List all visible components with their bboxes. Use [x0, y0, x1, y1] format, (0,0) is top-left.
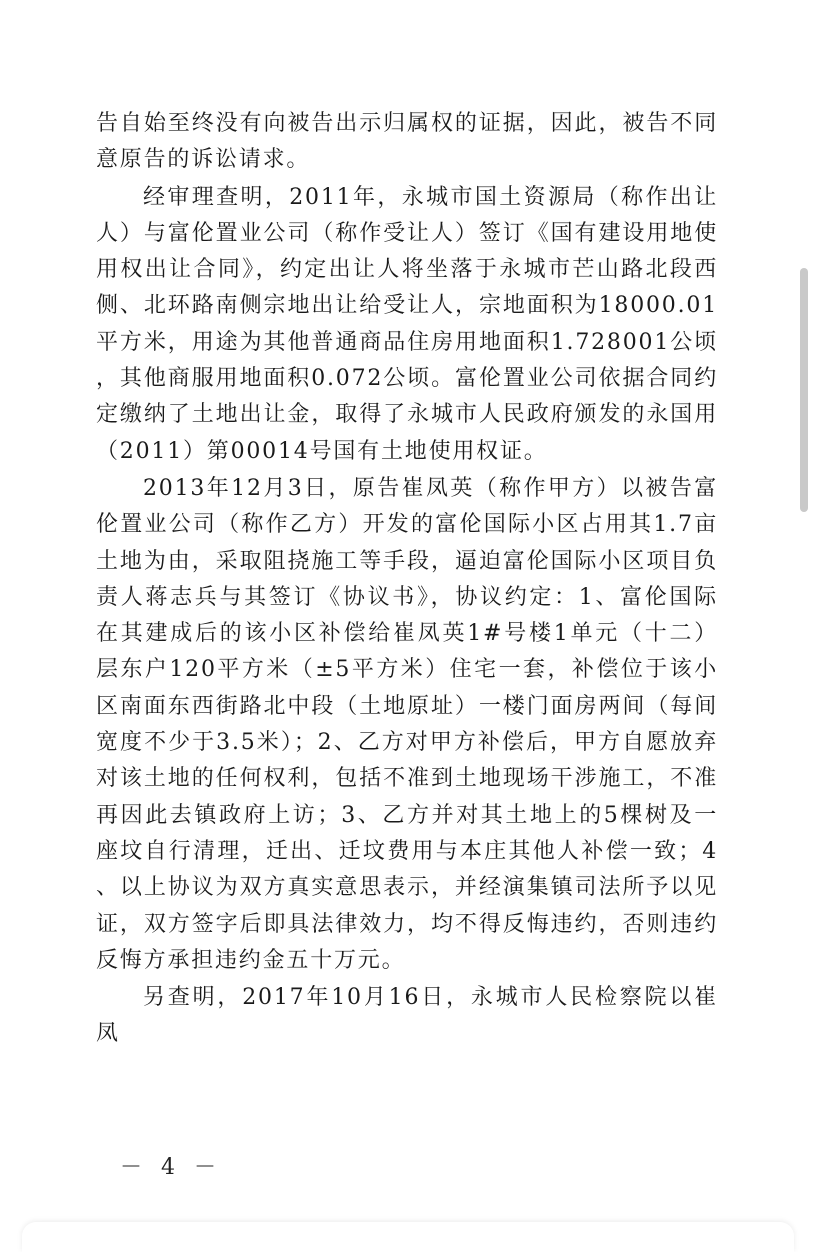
bottom-sheet-edge: [22, 1222, 794, 1252]
document-body: [96, 106, 718, 1053]
page-number: － 4 －: [120, 1155, 222, 1180]
paragraph-3: 2013年12月3日，原告崔凤英（称作甲方）以被告富伦置业公司（称作乙方）开发的富伦国际小区占用其1.7亩土地为由，采取阻挠施工等手段，逼迫富伦国际小区项目负责人蒋志兵与其签订《协议书》，协议约定：1、富伦国际在其建成后的该小区补偿给崔凤英1#号楼1单元（十二）层东户120平方米（±5平方米）住宅一套，补偿位于该小区南面东西街路北中段（土地原址）一楼门面房两间（每间宽度不少于3.5米）；2、乙方对甲方补偿后，甲方自愿放弃对该土地的任何权利，包括不准到土地现场干涉施工，不准再因此去镇政府上访；3、乙方并对其土地上的5棵树及一座坟自行清理，迁出、迁坟费用与本庄其他人补偿一致；4、以上协议为双方真实意思表示，并经演集镇司法所予以见证，双方签字后即具法律效力，均不得反悔违约，否则违约反悔方承担违约金五十万元。: [96, 475, 718, 973]
paragraph-2: 经审理查明，2011年，永城市国土资源局（称作出让人）与富伦置业公司（称作受让人）签订《国有建设用地使用权出让合同》，约定出让人将坐落于永城市芒山路北段西侧、北环路南侧宗地出让给受让人，宗地面积为18000.01平方米，用途为其他普通商品住房用地面积1.728001公顷，其他商服用地面积0.072公顷。富伦置业公司依据合同约定缴纳了土地出让金，取得了永城市人民政府颁发的永国用（2011）第00014号国有土地使用权证。: [96, 184, 718, 464]
paragraph-1: 告自始至终没有向被告出示归属权的证据，因此，被告不同意原告的诉讼请求。: [96, 111, 718, 173]
paragraph-4: 另查明，2017年10月16日，永城市人民检察院以崔凤: [96, 985, 718, 1047]
scrollbar-thumb[interactable]: [800, 268, 808, 512]
vertical-scrollbar[interactable]: [800, 268, 808, 512]
